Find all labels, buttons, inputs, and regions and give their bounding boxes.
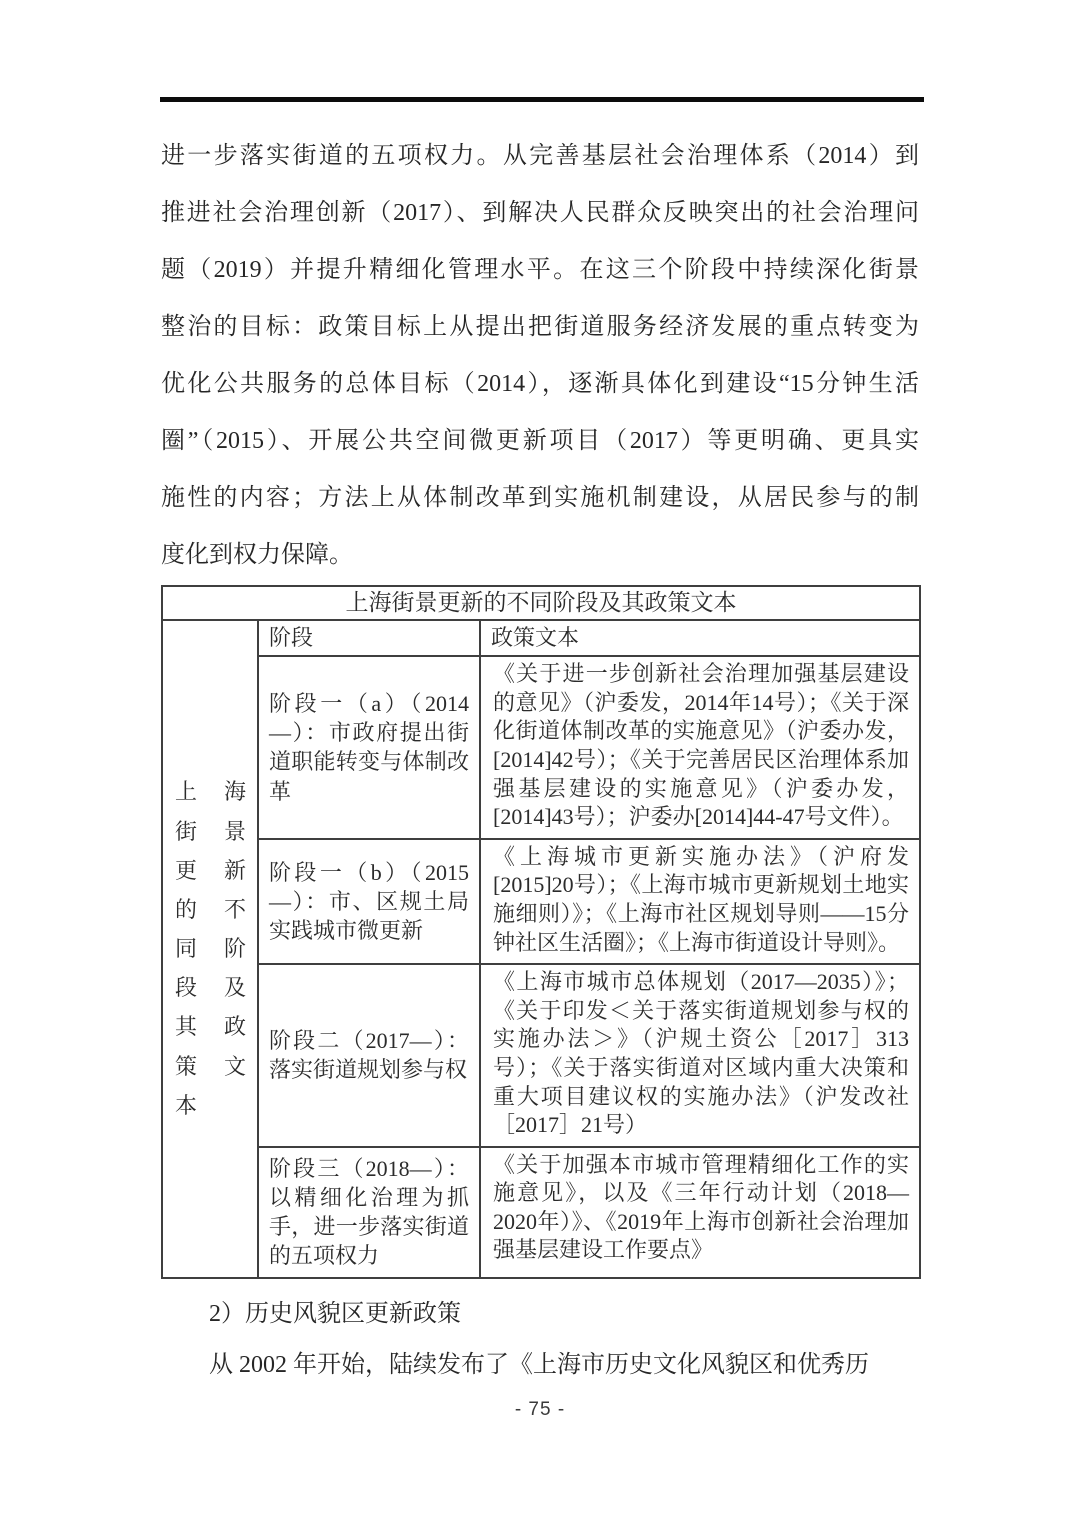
column-header-policy: 政策文本 [480,620,920,657]
table-row [162,1147,920,1278]
policy-cell: 《上海城市更新实施办法》（沪府发[2015]20号）；《上海市城市更新规划土地实施细则）》；《上海市社区规划导则——15分钟社区生活圈》；《上海市街道设计导则》。 [480,839,920,964]
table-title-row [162,586,920,620]
header-rule [160,97,924,102]
paragraph-line: 整治的目标：政策目标上从提出把街道服务经济发展的重点转变为 [161,314,919,340]
table-header-row [162,620,920,657]
paragraph-line: 推进社会治理创新（2017）、到解决人民群众反映突出的社会治理问 [161,200,919,226]
table-row [162,839,920,964]
page-number: - 75 - [514,1398,566,1420]
table-row [162,964,920,1147]
page-content [161,128,919,1421]
body-paragraph [161,128,919,584]
stage-cell: 阶段三（2018—）：以精细化治理为抓手，进一步落实街道的五项权力 [258,1147,480,1278]
paragraph-line: 进一步落实街道的五项权力。从完善基层社会治理体系（2014）到 [161,143,919,169]
stage-cell: 阶段一（b）（2015—）：市、区规土局实践城市微更新 [258,839,480,964]
paragraph-line: 度化到权力保障。 [161,542,353,568]
stage-cell: 阶段二（2017—）：落实街道规划参与权 [258,964,480,1147]
section-first-line: 从 2002 年开始，陆续发布了《上海市历史文化风貌区和优秀历 [209,1351,869,1378]
table-title: 上海街景更新的不同阶段及其政策文本 [162,586,920,620]
table-row [162,656,920,839]
paragraph-line: 圈”（2015）、开展公共空间微更新项目（2017）等更明确、更具实 [161,428,919,454]
paragraph-line: 优化公共服务的总体目标（2014），逐渐具体化到建设“15分钟生活 [161,371,919,397]
paragraph-line: 题（2019）并提升精细化管理水平。在这三个阶段中持续深化街景 [161,257,919,283]
column-header-stage: 阶段 [258,620,480,657]
policy-stages-table [161,585,921,1279]
policy-cell: 《关于进一步创新社会治理加强基层建设的意见》（沪委发，2014年14号）；《关于深化街道体制改革的实施意见》（沪委办发，[2014]42号）；《关于完善居民区治理体系加强基层建设的实施意见》（沪委办发，[2014]43号）；沪委办[2014]44-47号文件）。 [480,656,920,839]
stage-cell: 阶段一（a）（2014—）：市政府提出街道职能转变与体制改革 [258,656,480,839]
paragraph-line: 施性的内容；方法上从体制改革到实施机制建设，从居民参与的制 [161,485,919,511]
table-side-label: 上海街景更新的不同阶段及其政策文本 [162,620,258,1278]
policy-cell: 《上海市城市总体规划（2017—2035）》；《关于印发＜关于落实街道规划参与权的实施办法＞》（沪规土资公［2017］313号）；《关于落实街道对区域内重大决策和重大项目建议权的实施办法》（沪发改社［2017］21号） [480,964,920,1147]
section-heading: 2）历史风貌区更新政策 [209,1300,461,1327]
policy-cell: 《关于加强本市城市管理精细化工作的实施意见》，以及《三年行动计划（2018—2020年）》、《2019年上海市创新社会治理加强基层建设工作要点》 [480,1147,920,1278]
